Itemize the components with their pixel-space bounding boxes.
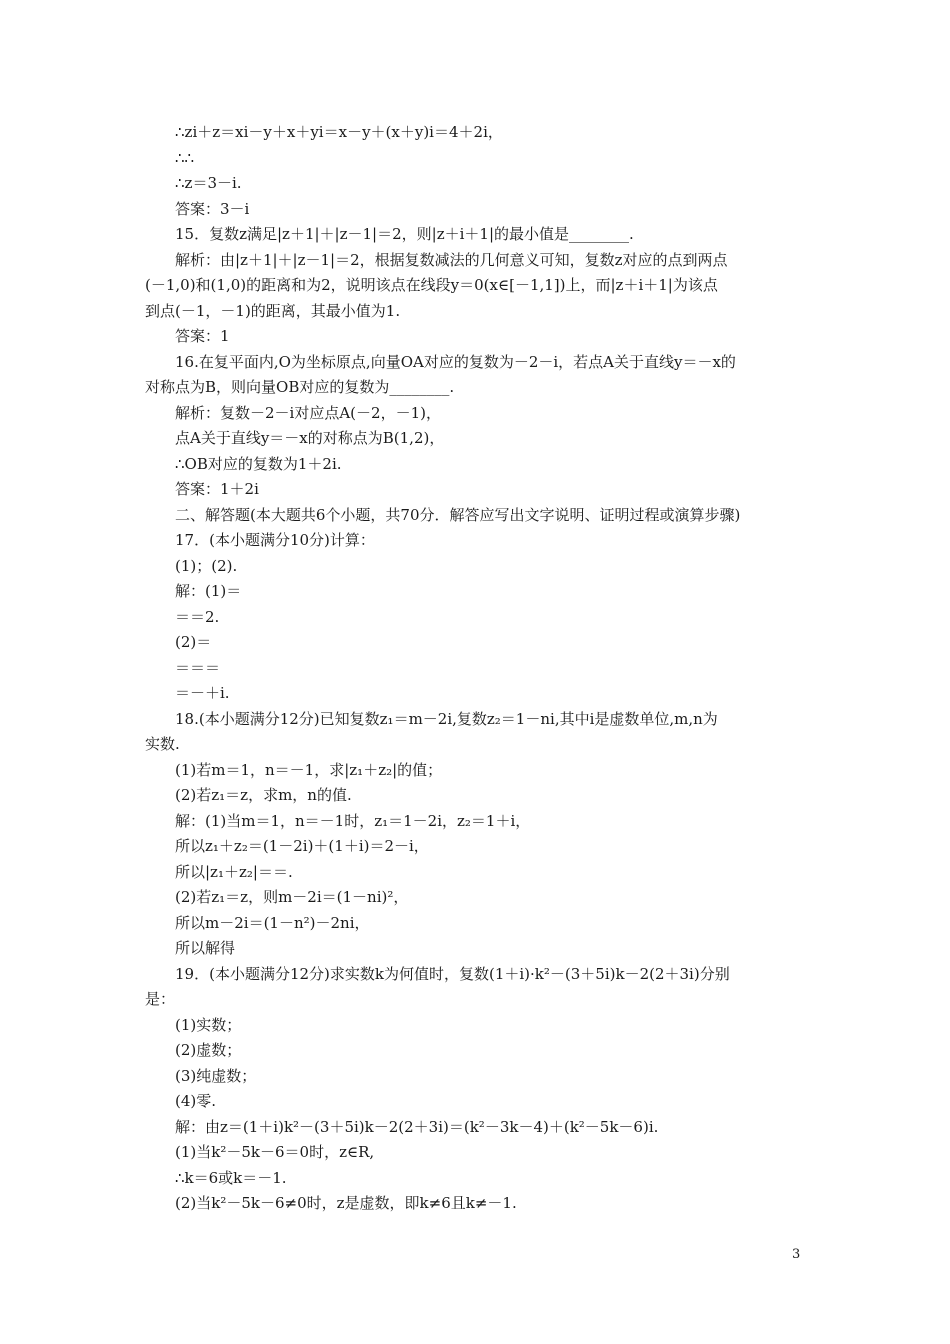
text-line: (2)若z₁＝z，求m，n的值. <box>175 786 352 804</box>
analysis-line: (－1,0)和(1,0)的距离和为2，说明该点在线段y＝0(x∈[－1,1])上，而|z＋i＋1|为该点 <box>145 276 718 294</box>
question-16-continued: 对称点为B，则向量OB对应的复数为________. <box>145 378 455 396</box>
question-16: 16.在复平面内,O为坐标原点,向量OA对应的复数为－2－i，若点A关于直线y＝－x的 <box>175 352 736 371</box>
question-15: 15．复数z满足|z＋1|＋|z－1|＝2，则|z＋i＋1|的最小值是________. <box>175 225 634 243</box>
text-line: ∴zi＋z＝xi－y＋x＋yi＝x－y＋(x＋y)i＝4＋2i， <box>175 123 503 141</box>
solution-line: ＝＝＝ <box>175 658 221 677</box>
solution-line: 所以m－2i＝(1－n²)－2ni， <box>175 913 370 932</box>
text-line: (2)虚数； <box>175 1041 242 1059</box>
analysis-line: ∴OB对应的复数为1＋2i. <box>175 454 342 473</box>
solution-line: ∴k＝6或k＝－1. <box>175 1168 287 1187</box>
page-content <box>145 120 810 1217</box>
solution-line: 所以z₁＋z₂＝(1－2i)＋(1＋i)＝2－i， <box>175 837 429 855</box>
question-17: 17．(本小题满分10分)计算： <box>175 531 375 549</box>
text-line: (1)；(2). <box>175 556 238 575</box>
text-line: (4)零. <box>175 1092 217 1110</box>
solution-line: (1)当k²－5k－6＝0时，z∈R, <box>175 1143 375 1161</box>
analysis-line: 解析：复数－2－i对应点A(－2，－1)， <box>175 403 441 422</box>
analysis-line: 解析：由|z＋1|＋|z－1|＝2，根据复数减法的几何意义可知，复数z对应的点到两点 <box>175 250 728 269</box>
solution-line: ＝－＋i. <box>175 684 230 702</box>
analysis-line: 点A关于直线y＝－x的对称点为B(1,2)， <box>175 429 445 447</box>
solution-line: (2)若z₁＝z，则m－2i＝(1－ni)²， <box>175 888 409 906</box>
solution-line: 所以|z₁＋z₂|＝＝. <box>175 862 293 881</box>
text-line: (1)若m＝1，n＝－1，求|z₁＋z₂|的值； <box>175 760 443 779</box>
page-number: 3 <box>792 1247 801 1262</box>
answer-line: 答案：3－i <box>175 199 250 218</box>
text-line: ∴z＝3－i. <box>175 174 242 192</box>
solution-line: ＝＝2. <box>175 607 220 626</box>
solution-line: 解：由z＝(1＋i)k²－(3＋5i)k－2(2＋3i)＝(k²－3k－4)＋(k²－5k－6)i. <box>175 1117 659 1136</box>
text-line: (3)纯虚数； <box>175 1066 257 1085</box>
question-18-continued: 实数. <box>145 735 180 753</box>
answer-line: 答案：1 <box>175 327 230 345</box>
solution-line: 解：(1)＝ <box>175 582 242 600</box>
text-line: ∴∴ <box>175 148 195 167</box>
analysis-line: 到点(－1，－1)的距离，其最小值为1. <box>145 301 401 320</box>
solution-line: 解：(1)当m＝1，n＝－1时，z₁＝1－2i，z₂＝1＋i， <box>175 811 531 830</box>
question-18: 18.(本小题满分12分)已知复数z₁＝m－2i,复数z₂＝1－ni,其中i是虚数单位,m,n为 <box>175 709 718 728</box>
question-19-continued: 是： <box>145 990 176 1008</box>
solution-line: (2)当k²－5k－6≠0时，z是虚数，即k≠6且k≠－1. <box>175 1194 517 1212</box>
solution-line: 所以解得 <box>175 939 236 957</box>
solution-line: (2)＝ <box>175 633 212 651</box>
text-line: (1)实数； <box>175 1015 242 1034</box>
question-19: 19．(本小题满分12分)求实数k为何值时，复数(1＋i)·k²－(3＋5i)k－2(2＋3i)分别 <box>175 964 730 983</box>
section-heading: 二、解答题(本大题共6个小题，共70分．解答应写出文字说明、证明过程或演算步骤) <box>175 505 741 524</box>
answer-line: 答案：1＋2i <box>175 480 259 498</box>
